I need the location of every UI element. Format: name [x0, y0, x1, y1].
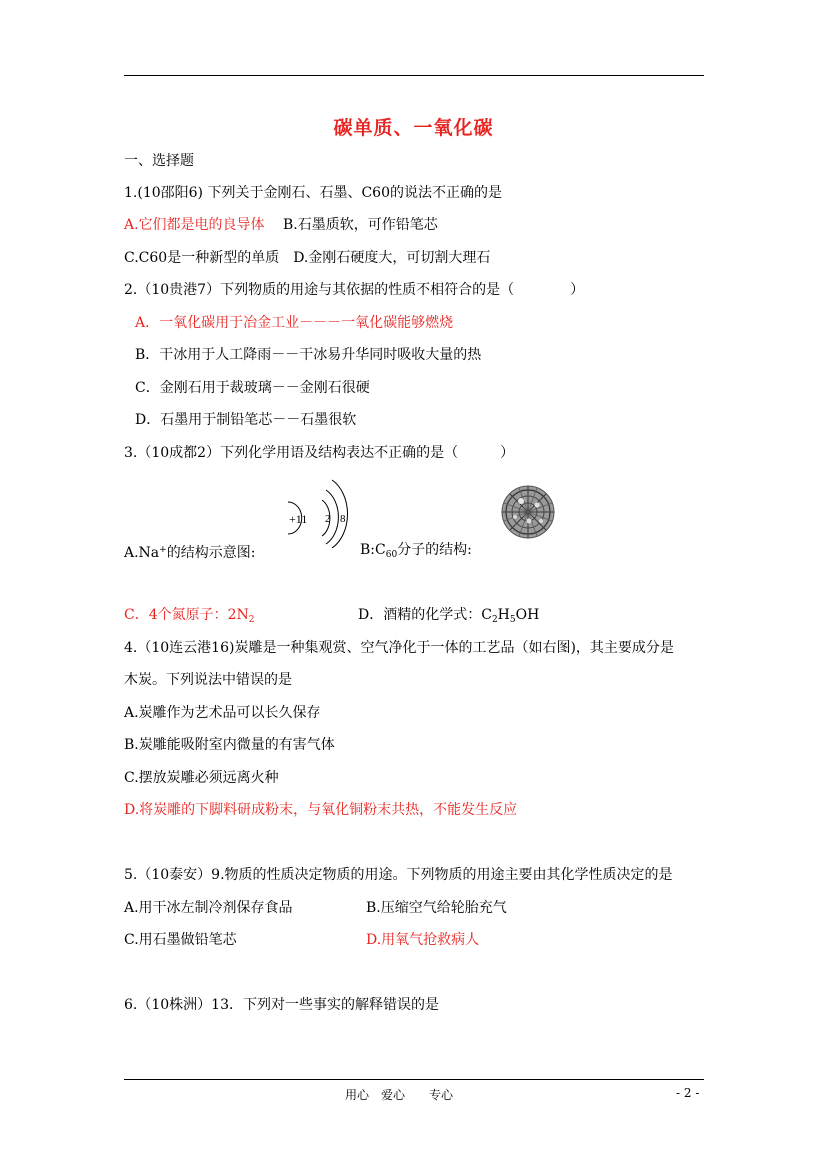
q5-stem: 5.（10泰安）9.物质的性质决定物质的用途。下列物质的用途主要由其化学性质决定的是 [124, 867, 673, 883]
header-rule [124, 75, 704, 76]
q3-option-d-mid: H [497, 607, 510, 623]
q3-option-a-text: A.Na [124, 545, 160, 561]
q1-option-b-text: B.石墨质软，可作铅笔芯 [283, 217, 438, 233]
footer-rule [124, 1079, 704, 1080]
page-number: - 2 - [676, 1086, 700, 1100]
q3-option-b-text: B:C [360, 542, 386, 558]
q2-option-a: A．一氧化碳用于冶金工业－－－一氧化碳能够燃烧 [135, 315, 454, 331]
q3-stem: 3.（10成都2）下列化学用语及结构表达不正确的是（ ） [124, 445, 515, 461]
sodium-ion-structure-diagram [280, 476, 360, 548]
shell2-electrons: 8 [340, 513, 346, 525]
q4-option-d: D.将炭雕的下脚料研成粉末，与氧化铜粉末共热，不能发生反应 [124, 802, 518, 818]
q5-option-d: D.用氧气抢救病人 [366, 932, 480, 948]
q1-stem: 1.(10邵阳6) 下列关于金刚石、石墨、C60的说法不正确的是 [124, 185, 502, 201]
q2-option-c: C．金刚石用于裁玻璃－－金刚石很硬 [135, 380, 370, 396]
q2-option-b: B．干冰用于人工降雨－－干冰易升华同时吸收大量的热 [135, 347, 482, 363]
q3-option-a-rest: 的结构示意图: [166, 545, 256, 561]
q3-option-d [358, 605, 539, 630]
q2-option-d: D．石墨用于制铅笔芯－－石墨很软 [135, 412, 357, 428]
shell1-electrons: 2 [325, 513, 331, 525]
q5-option-b: B.压缩空气给轮胎充气 [366, 900, 507, 916]
q4-option-c: C.摆放炭雕必须远离火种 [124, 770, 279, 786]
footer-motto: 用心 爱心 专心 [345, 1088, 454, 1102]
q3-option-b-rest: 分子的结构: [397, 542, 472, 558]
q3-option-b [360, 540, 472, 565]
q3-option-d-sub2: 5 [509, 615, 516, 625]
q6-stem: 6.（10株洲）13．下列对一些事实的解释错误的是 [124, 997, 439, 1013]
q3-option-d-text: D．酒精的化学式：C [358, 607, 492, 623]
q1-option-c [124, 248, 490, 268]
q3-option-b-sub: 60 [385, 550, 398, 560]
section-heading: 一、选择题 [124, 153, 194, 169]
q4-option-a: A.炭雕作为艺术品可以长久保存 [124, 705, 321, 721]
q3-option-d-sub1: 2 [491, 615, 498, 625]
q5-option-c: C.用石墨做铅笔芯 [124, 932, 237, 948]
q1-option-c-text: C.C60是一种新型的单质 [124, 250, 280, 266]
q5-option-a: A.用干冰左制冷剂保存食品 [124, 900, 293, 916]
q4-stem-line2: 木炭。下列说法中错误的是 [124, 672, 292, 688]
q3-option-d-end: OH [515, 607, 540, 623]
q2-stem: 2.（10贵港7）下列物质的用途与其依据的性质不相符合的是（ ） [124, 282, 585, 298]
page-title: 碳单质、一氧化碳 [333, 117, 494, 139]
q3-option-a [124, 540, 255, 563]
q1-option-a-text: A.它们都是电的良导体 [124, 217, 265, 233]
q3-option-c [124, 605, 255, 630]
nucleus-charge: +11 [289, 512, 308, 526]
c60-molecule-image [499, 483, 557, 541]
q4-option-b: B.炭雕能吸附室内微量的有害气体 [124, 737, 335, 753]
q1-option-d-text: D.金刚石硬度大，可切割大理石 [293, 250, 491, 266]
q3-option-c-text: C．4个氮原子：2N [124, 607, 249, 623]
q3-option-a-sup: + [159, 545, 167, 555]
q4-stem-line1: 4.（10连云港16)炭雕是一种集观赏、空气净化于一体的工艺品（如右图)，其主要成分是 [124, 640, 674, 656]
q3-option-c-sub: 2 [248, 615, 255, 625]
q1-option-a [124, 215, 438, 235]
